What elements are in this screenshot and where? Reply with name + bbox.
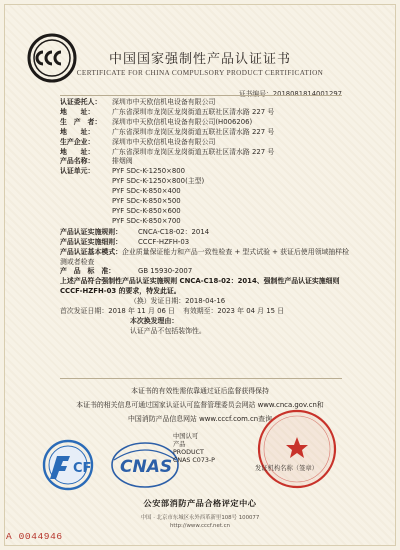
field-value: GB 15930-2007 bbox=[138, 267, 193, 276]
field-label: 地 址： bbox=[60, 107, 95, 116]
field-label: 产品认证实施细则： bbox=[60, 237, 123, 246]
divider bbox=[60, 95, 342, 96]
field-value: 广东省深圳市龙岗区龙岗街道五联社区清水路 227 号 bbox=[112, 107, 275, 116]
field-value: 广东省深圳市龙岗区龙岗街道五联社区清水路 227 号 bbox=[112, 147, 275, 156]
field-dates bbox=[60, 307, 350, 317]
cert-no-value: 2018081814001297 bbox=[272, 90, 342, 98]
field-maker-address bbox=[60, 128, 350, 138]
expiry-label: 有效期至： bbox=[182, 307, 218, 316]
serial-number: A 0044946 bbox=[6, 531, 63, 542]
first-date-label: 首次发证日期： bbox=[60, 307, 109, 316]
field-label: 认证委托人： bbox=[60, 98, 102, 106]
model-item: PYF SDc-K-1250×800(主型) bbox=[112, 177, 205, 186]
certificate-title-cn: 中国国家强制性产品认证证书 bbox=[108, 52, 291, 67]
model-item: PYF SDc-K-850×500 bbox=[112, 197, 181, 206]
field-factory-address bbox=[60, 148, 350, 158]
annex-value: 认证产品不包括装饰性。 bbox=[130, 326, 206, 335]
field-rule bbox=[60, 228, 350, 238]
cnas-logo-icon bbox=[112, 443, 178, 487]
field-product-name bbox=[60, 157, 350, 167]
field-label: 产品认证实施规则： bbox=[60, 227, 123, 236]
field-value: 深圳市中天欧信机电设备有限公司(H006206) bbox=[112, 117, 253, 126]
field-label: 产品认证基本模式： bbox=[60, 247, 123, 256]
field-detail-rule bbox=[60, 238, 350, 248]
certificate-title-en: CERTIFICATE FOR CHINA COMPULSORY PRODUCT CERTIFICATION bbox=[76, 69, 324, 77]
field-value: CCCF-HZFH-03 bbox=[138, 237, 190, 246]
cnas-caption-line: 产品 bbox=[173, 441, 186, 448]
annex-detail bbox=[60, 327, 350, 337]
field-label: 认证单元： bbox=[60, 167, 95, 176]
field-client-address bbox=[60, 108, 350, 118]
change-date-label: （换）发证日期： bbox=[130, 297, 186, 306]
field-mode bbox=[60, 248, 350, 268]
cnas-caption-line: 中国认可 bbox=[173, 433, 199, 440]
field-label: 生 产 者： bbox=[60, 117, 102, 126]
field-standard bbox=[60, 267, 350, 277]
cf-logo-icon bbox=[44, 441, 92, 489]
certification-statement: 上述产品符合强制性产品认证实施规则 CNCA-C18-02：2014、强制性产品认证实施细则 CCCF-HZFH-03 的要求，特发此证。 bbox=[60, 277, 340, 296]
cnas-logo-text: CNAS bbox=[120, 457, 173, 477]
change-date-value: 2018-04-16 bbox=[185, 297, 226, 306]
certificate-number bbox=[239, 88, 342, 98]
field-value: CNCA-C18-02：2014 bbox=[138, 227, 210, 236]
field-label: 产品名称： bbox=[60, 157, 95, 166]
model-item: PYF SDc-K-850×400 bbox=[112, 187, 181, 196]
organization-address: 中国 · 北京市东城区永外西革新里108号 100077 bbox=[140, 515, 260, 521]
field-value: 排烟阀 bbox=[112, 157, 133, 166]
field-value: 企业质量保证能力和产品一致性检查 + 型式试验 + 获证后使用领域抽样检测或者检查 bbox=[60, 247, 350, 266]
field-factory bbox=[60, 138, 350, 148]
model-item: PYF SDc-K-850×700 bbox=[112, 216, 181, 225]
seal-signature: 发证机构名称（签章） bbox=[255, 465, 318, 472]
validity-note: 本证书的相关信息可通过国家认证认可监督管理委员会网站 www.cnca.gov.cn和 bbox=[76, 401, 324, 409]
field-value: 深圳市中天欧信机电设备有限公司 bbox=[112, 98, 216, 106]
field-client bbox=[60, 98, 350, 108]
divider bbox=[60, 378, 342, 379]
field-label: 地 址： bbox=[60, 127, 95, 136]
annex bbox=[60, 317, 350, 327]
cf-logo-text: CF bbox=[73, 461, 92, 476]
annex-heading: 本次换发理由： bbox=[130, 316, 179, 325]
validity-note: 本证书的有效性需依靠通过证后监督获得保持 bbox=[131, 387, 269, 395]
field-value: 广东省深圳市龙岗区龙岗街道五联社区清水路 227 号 bbox=[112, 127, 275, 136]
field-label: 地 址： bbox=[60, 147, 95, 156]
certificate-body bbox=[60, 98, 350, 337]
field-label: 产 品 标 准： bbox=[60, 267, 116, 276]
organization-website: http://www.cccf.net.cn bbox=[169, 523, 230, 529]
validity-note: 中国消防产品信息网站 www.cccf.com.cn查询 bbox=[128, 415, 272, 423]
field-maker bbox=[60, 118, 350, 128]
issuing-organization: 公安部消防产品合格评定中心 bbox=[143, 498, 257, 508]
first-date-value: 2018 年 11 月 06 日 bbox=[108, 307, 175, 316]
cnas-caption-line: PRODUCT bbox=[173, 449, 204, 456]
expiry-value: 2023 年 04 月 15 日 bbox=[217, 307, 285, 316]
field-unit bbox=[60, 167, 350, 177]
field-value: PYF SDc-K-1250×800 bbox=[112, 167, 186, 176]
cnas-caption bbox=[173, 433, 215, 465]
cert-no-label: 证书编号： bbox=[238, 90, 273, 98]
field-change-date bbox=[60, 297, 350, 307]
official-seal-stamp bbox=[255, 407, 339, 491]
field-label: 生产企业： bbox=[60, 137, 95, 146]
field-value: 深圳市中天欧信机电设备有限公司 bbox=[112, 137, 216, 146]
cnas-caption-line: CNAS C073-P bbox=[173, 457, 215, 464]
model-item: PYF SDc-K-850×600 bbox=[112, 206, 181, 215]
